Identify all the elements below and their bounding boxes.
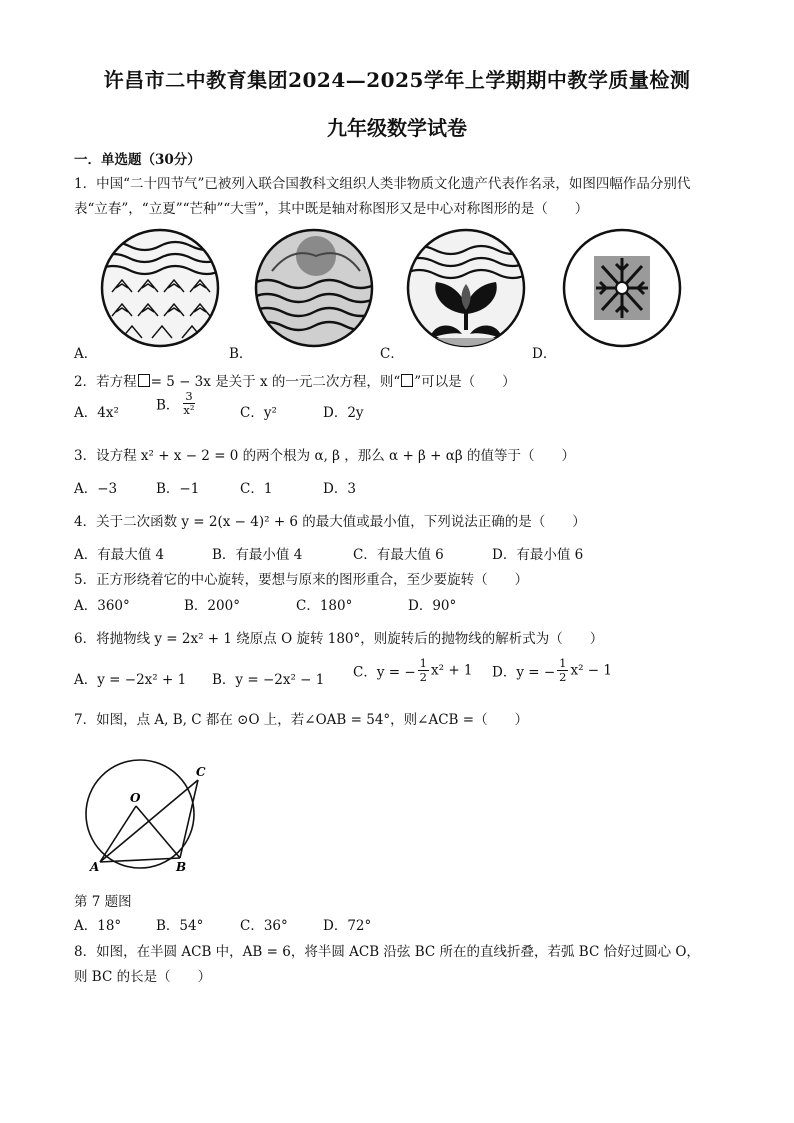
fraction-denominator: 2 (559, 670, 567, 684)
q1-option-b[interactable]: B． (229, 346, 253, 362)
q2-option-a[interactable]: A．4x² (74, 405, 119, 421)
label-c: C (196, 765, 206, 779)
q2-stem-middle: = 5 − 3x 是关于 x 的一元二次方程，则“ (150, 374, 401, 390)
q6-option-d-suffix: x² − 1 (570, 662, 612, 679)
q1-option-d[interactable]: D． (532, 346, 557, 362)
q1-option-c[interactable]: C． (380, 346, 404, 362)
q7-stem: 7．如图，点 A, B, C 都在 ⊙O 上，若∠OAB = 54°，则∠ACB =（ ） (74, 712, 529, 728)
q2-stem-start: 2．若方程 (74, 374, 137, 390)
exam-subtitle: 九年级数学试卷 (327, 116, 467, 140)
exam-title: 许昌市二中教育集团2024—2025学年上学期期中教学质量检测 (103, 68, 691, 92)
q1-stem-line1: 1．中国“二十四节气”已被列入联合国教科文组织人类非物质文化遗产代表作名录，如图四幅作品分别代 (74, 176, 691, 192)
q3-option-d[interactable]: D．3 (323, 481, 356, 497)
q6-option-a[interactable]: A．y = −2x² + 1 (74, 672, 187, 688)
q6-option-d[interactable] (492, 657, 612, 684)
q6-option-c-suffix: x² + 1 (431, 662, 473, 679)
q7-option-a[interactable]: A．18° (74, 918, 122, 934)
label-b: B (176, 860, 187, 874)
fraction (418, 657, 429, 684)
q2-option-c[interactable]: C．y² (240, 405, 277, 421)
q8-stem-line2: 则 BC 的长是（ ） (74, 969, 212, 985)
q6-option-b[interactable]: B．y = −2x² − 1 (212, 672, 325, 688)
fraction-numerator: 1 (559, 656, 567, 670)
q4-option-d[interactable]: D．有最小值 6 (492, 547, 584, 563)
q4-stem: 4．关于二次函数 y = 2(x − 4)² + 6 的最大值或最小值，下列说法正确的是（ ） (74, 514, 586, 530)
q2-option-d[interactable]: D．2y (323, 405, 364, 421)
fraction-denominator: 2 (419, 670, 427, 684)
q4-option-b[interactable]: B．有最小值 4 (212, 547, 303, 563)
q2-stem-end: ”可以是（ ） (414, 374, 516, 390)
q1-stem-line2: 表“立春”，“立夏”“芒种”“大雪”，其中既是轴对称图形又是中心对称图形的是（ ） (74, 201, 589, 217)
lichun-image (98, 226, 222, 350)
q2-stem (74, 370, 516, 390)
label-o: O (130, 791, 141, 805)
lixia-image (252, 226, 376, 350)
fraction-numerator: 3 (185, 389, 193, 403)
mangzhong-image (404, 226, 528, 350)
q4-option-a[interactable]: A．有最大值 4 (74, 547, 165, 563)
q7-option-b[interactable]: B．54° (156, 918, 204, 934)
q6-option-d-prefix: D．y = − (492, 664, 556, 681)
q6-option-c-prefix: C．y = − (353, 664, 416, 681)
fraction-numerator: 1 (419, 656, 427, 670)
q6-stem: 6．将抛物线 y = 2x² + 1 绕原点 O 旋转 180°，则旋转后的抛物线的解析式为（ ） (74, 631, 604, 647)
q3-stem: 3．设方程 x² + x − 2 = 0 的两个根为 α, β ，那么 α + β + αβ 的值等于（ ） (74, 448, 575, 464)
q2-option-b-prefix: B． (156, 397, 180, 414)
q4-option-c[interactable]: C．有最大值 6 (353, 547, 444, 563)
q7-option-d[interactable]: D．72° (323, 918, 372, 934)
q7-caption: 第 7 题图 (74, 894, 132, 910)
q5-option-c[interactable]: C．180° (296, 598, 353, 614)
q5-option-b[interactable]: B．200° (184, 598, 240, 614)
fraction (557, 657, 568, 684)
q5-option-d[interactable]: D．90° (408, 598, 457, 614)
q5-stem: 5．正方形绕着它的中心旋转，要想与原来的图形重合，至少要旋转（ ） (74, 572, 529, 588)
q3-option-b[interactable]: B．−1 (156, 481, 200, 497)
q3-option-c[interactable]: C．1 (240, 481, 273, 497)
blank-box (138, 374, 150, 387)
q2-option-b[interactable] (156, 390, 199, 417)
q6-option-c[interactable] (353, 657, 473, 684)
fraction (181, 390, 196, 417)
blank-box (401, 374, 413, 387)
q8-stem-line1: 8．如图，在半圆 ACB 中，AB = 6，将半圆 ACB 沿弦 BC 所在的直线折叠，若弧 BC 恰好过圆心 O， (74, 944, 700, 960)
q3-option-a[interactable]: A．−3 (74, 481, 118, 497)
daxue-image (560, 226, 684, 350)
q7-option-c[interactable]: C．36° (240, 918, 288, 934)
label-a: A (90, 860, 100, 874)
fraction-denominator: x² (183, 403, 195, 417)
q5-option-a[interactable]: A．360° (74, 598, 130, 614)
section-heading: 一．单选题（30分） (74, 152, 201, 168)
q1-option-a[interactable]: A． (74, 346, 98, 362)
q7-circle-figure (72, 758, 222, 878)
